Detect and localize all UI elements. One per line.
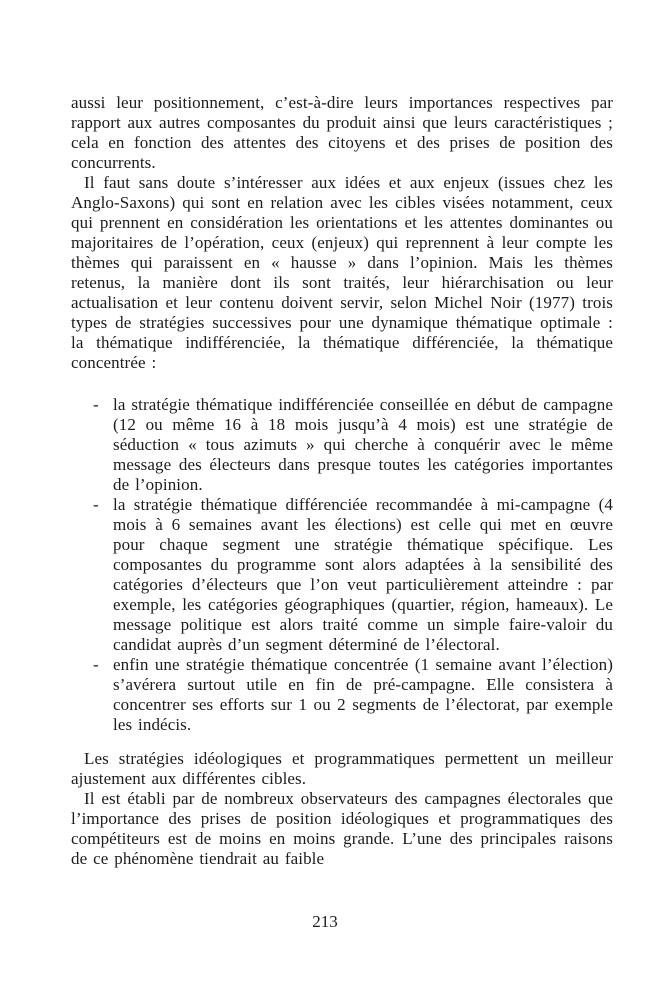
- page-number: 213: [312, 912, 338, 931]
- page-text-block: [71, 93, 613, 869]
- list-item-strategie-concentree: [71, 655, 613, 735]
- paragraph-strategies-ideologiques: Les stratégies idéologiques et programmatiques permettent un meilleur ajustement aux différentes cibles.: [71, 749, 613, 788]
- list-item-text: la stratégie thématique indifférenciée conseillée en début de campagne (12 ou même 16 à 18 mois jusqu’à 4 mois) est une stratégie de séduction « tous azimuts » qui cherche à conquérir avec le même message des électeurs dans presque toutes les catégories importantes de l’opinion.: [113, 395, 613, 494]
- list-item-text: la stratégie thématique différenciée recommandée à mi-campagne (4 mois à 6 semaines avant les élections) est celle qui met en œuvre pour chaque segment une stratégie thématique spécifique. Les composantes du programme sont alors adaptées à la sensibilité des catégories d’électeurs que l’on veut particulièrement atteindre : par exemple, les catégories géographiques (quartier, région, hameaux). Le message politique est alors traité comme un simple faire-valoir du candidat auprès d’un segment déterminé de l’électoral.: [113, 495, 613, 654]
- list-item-strategie-differenciee: [71, 495, 613, 655]
- paragraph-idees-enjeux: Il faut sans doute s’intéresser aux idées et aux enjeux (issues chez les Anglo-Saxons) qui sont en relation avec les cibles visées notamment, ceux qui prennent en considération les orientations et les attentes dominantes ou majoritaires de l’opération, ceux (enjeux) qui reprennent à leur compte les thèmes qui paraissent en « hausse » dans l’opinion. Mais les thèmes retenus, la manière dont ils sont traités, leur hiérarchisation ou leur actualisation et leur contenu doivent servir, selon Michel Noir (1977) trois types de stratégies successives pour une dynamique thématique optimale : la thématique indifférenciée, la thématique différenciée, la thématique concentrée :: [71, 173, 613, 372]
- paragraph-positioning: aussi leur positionnement, c’est-à-dire leurs importances respectives par rapport aux autres composantes du produit ainsi que leurs caractéristiques ; cela en fonction des attentes des citoyens et des prises de position des concurrents.: [71, 93, 613, 172]
- paragraph-observateurs: Il est établi par de nombreux observateurs des campagnes électorales que l’importance des prises de position idéologiques et programmatiques des compétiteurs est de moins en moins grande. L’une des principales raisons de ce phénomène tiendrait au faible: [71, 789, 613, 868]
- dash-marker: -: [93, 495, 99, 514]
- list-item-strategie-indifferenciee: [71, 395, 613, 495]
- dash-marker: -: [93, 655, 99, 674]
- dash-marker: -: [93, 395, 99, 414]
- strategy-list: [71, 395, 613, 735]
- list-item-text: enfin une stratégie thématique concentrée (1 semaine avant l’élection) s’avérera surtout utile en fin de pré-campagne. Elle consistera à concentrer ses efforts sur 1 ou 2 segments de l’électorat, par exemple les indécis.: [113, 655, 613, 734]
